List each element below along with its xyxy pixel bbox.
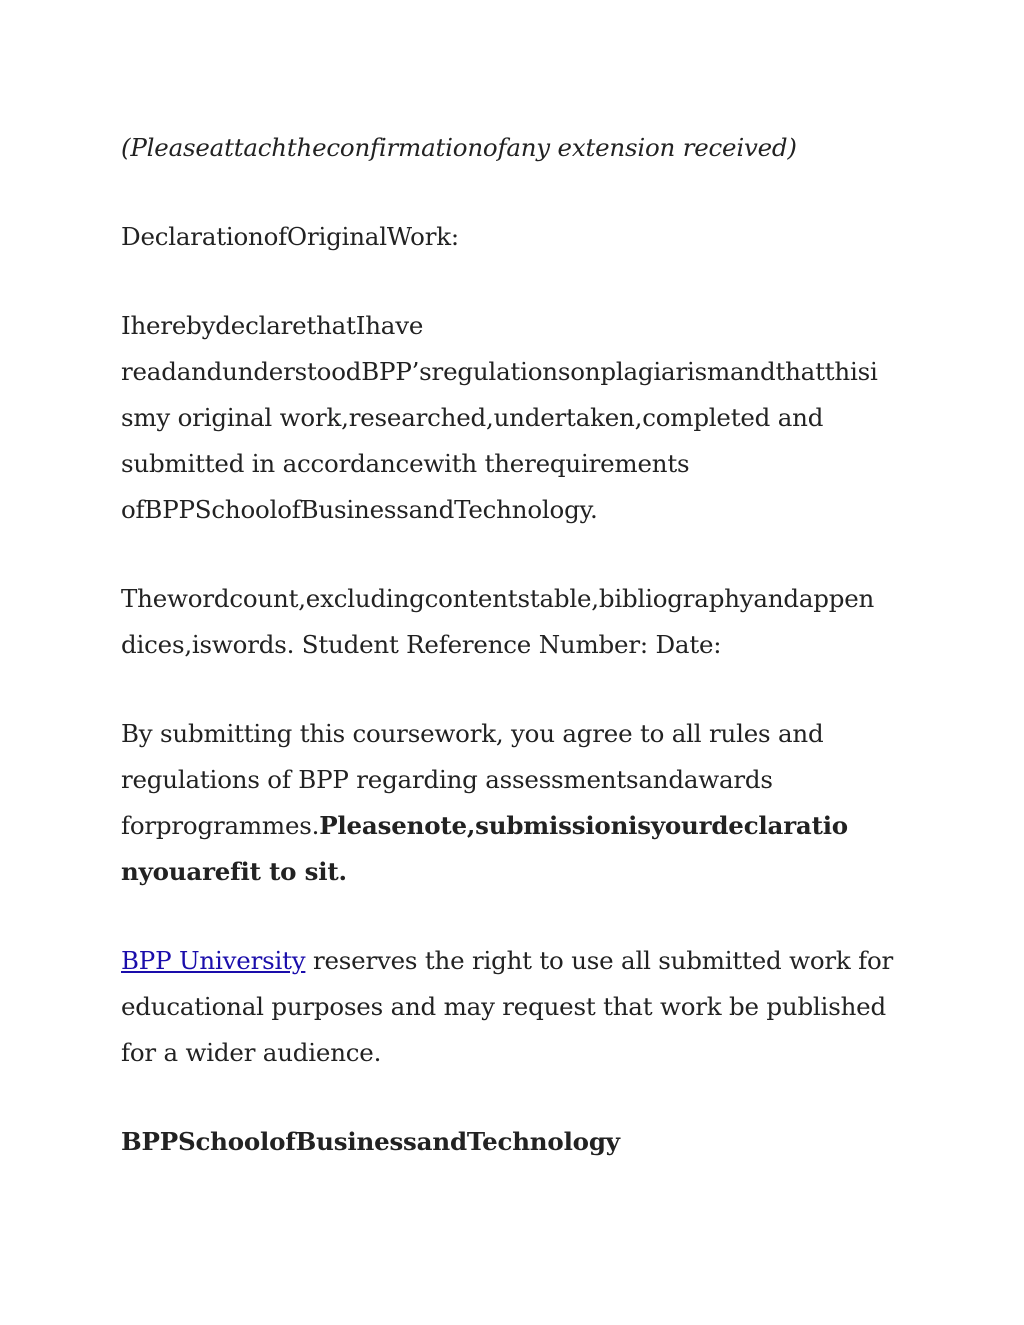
- declaration-line: readandunderstoodBPP’sregulationsonplagiarismandthatthisi: [121, 357, 878, 386]
- submission-note-continued: nyouarefit to sit.: [121, 857, 347, 886]
- school-name-heading: BPPSchoolofBusinessandTechnology: [121, 1127, 620, 1156]
- agreement-paragraph: [121, 711, 911, 895]
- university-text: reserves the right to use all submitted work for: [305, 946, 894, 975]
- spacer: [121, 895, 911, 938]
- document-page: [121, 125, 911, 1165]
- agreement-line: By submitting this coursework, you agree to all rules and: [121, 719, 824, 748]
- declaration-heading: DeclarationofOriginalWork:: [121, 222, 459, 251]
- agreement-line: regulations of BPP regarding assessmentsandawards: [121, 765, 773, 794]
- spacer: [121, 260, 911, 303]
- spacer: [121, 533, 911, 576]
- submission-note: Pleasenote,submissionisyourdeclaratio: [319, 811, 848, 840]
- university-paragraph: [121, 938, 911, 1076]
- wordcount-line: dices,iswords. Student Reference Number: Date:: [121, 630, 722, 659]
- declaration-paragraph: [121, 303, 911, 533]
- declaration-line: smy original work,researched,undertaken,completed and: [121, 403, 824, 432]
- spacer: [121, 171, 911, 214]
- university-line: for a wider audience.: [121, 1038, 382, 1067]
- wordcount-line: Thewordcount,excludingcontentstable,bibliographyandappen: [121, 584, 875, 613]
- spacer: [121, 1076, 911, 1119]
- agreement-text: forprogrammes.: [121, 811, 320, 840]
- declaration-line: ofBPPSchoolofBusinessandTechnology.: [121, 495, 598, 524]
- agreement-line: [121, 803, 911, 849]
- declaration-line: submitted in accordancewith therequirements: [121, 449, 690, 478]
- university-line: educational purposes and may request that work be published: [121, 992, 886, 1021]
- university-line: [121, 938, 911, 984]
- declaration-line: IherebydeclarethatIhave: [121, 311, 424, 340]
- wordcount-paragraph: [121, 576, 911, 668]
- spacer: [121, 668, 911, 711]
- bpp-university-link[interactable]: BPP University: [121, 946, 306, 975]
- attachment-note: (Pleaseattachtheconfirmationofany extension received): [121, 133, 797, 162]
